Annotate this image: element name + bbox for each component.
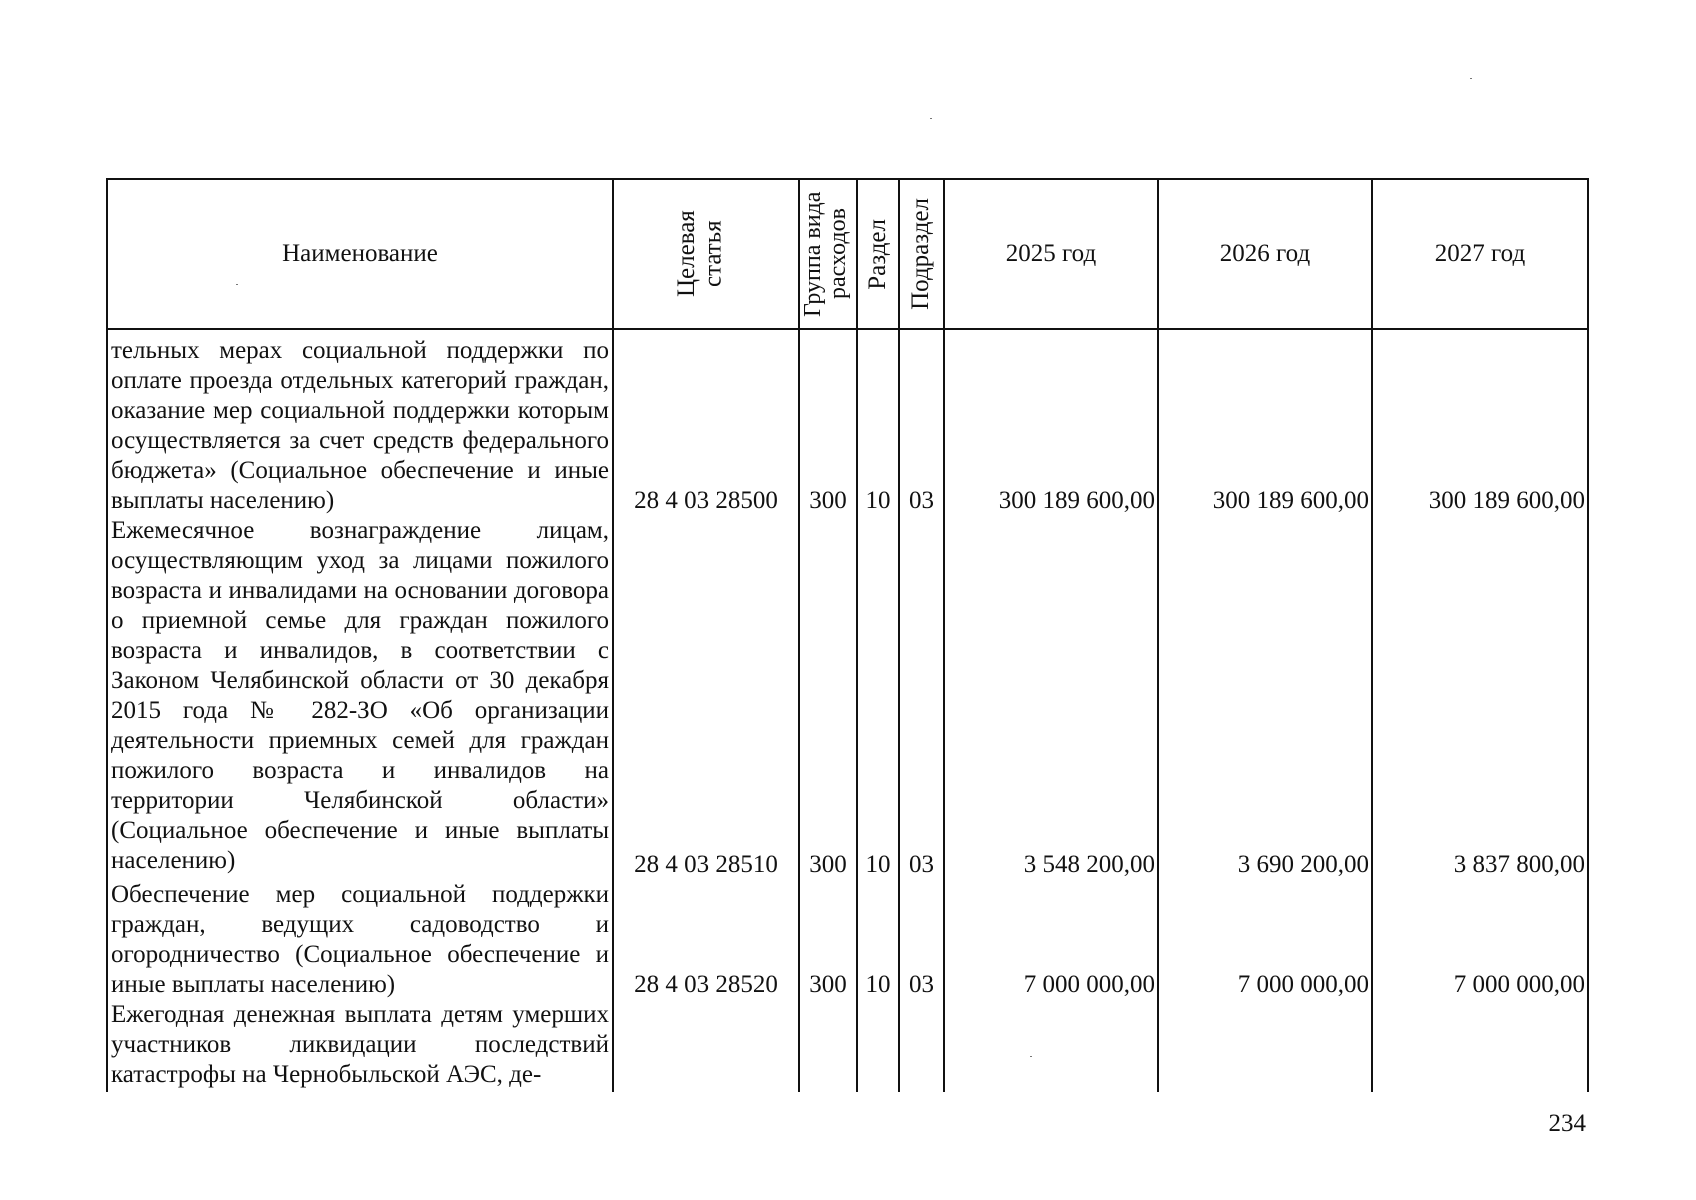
header-2026-text: 2026 год bbox=[1219, 240, 1311, 267]
header-subsection bbox=[900, 180, 943, 328]
scan-speck bbox=[1470, 78, 1472, 79]
header-section bbox=[858, 180, 898, 328]
header-bottom-border bbox=[106, 328, 1589, 330]
header-target bbox=[614, 180, 798, 328]
page-number: 234 bbox=[1548, 1110, 1586, 1137]
table-row-1-subsection: 03 bbox=[909, 487, 934, 514]
header-2026 bbox=[1159, 180, 1371, 328]
table-row-1-name: тельных мерах социальной поддержки по оплате проезда отдельных категорий граждан, оказание мер социальной поддержки которым осуществляется за счет средств федерального бюджета» (Социальное обеспечение и иные выплаты населению) bbox=[111, 337, 609, 514]
table-row-1-2027: 300 189 600,00 bbox=[1428, 487, 1585, 514]
header-subsection-text: Подраздел bbox=[907, 198, 935, 310]
header-2027 bbox=[1373, 180, 1587, 328]
header-name bbox=[108, 180, 612, 328]
table-row-3-2027: 7 000 000,00 bbox=[1453, 971, 1585, 998]
scan-speck bbox=[1030, 1056, 1032, 1057]
table-row-3-section: 10 bbox=[865, 971, 891, 998]
table-right-border bbox=[1587, 178, 1589, 1092]
table-row-3-group: 300 bbox=[809, 971, 847, 998]
header-name-text: Наименование bbox=[282, 240, 438, 267]
table-row-1-section: 10 bbox=[865, 487, 891, 514]
scan-speck bbox=[930, 118, 932, 119]
table-row-1-2025: 300 189 600,00 bbox=[998, 487, 1155, 514]
header-group bbox=[800, 180, 856, 328]
table-row-2-target: 28 4 03 28510 bbox=[634, 851, 778, 878]
header-2027-text: 2027 год bbox=[1434, 240, 1526, 267]
scan-speck bbox=[236, 284, 238, 285]
table-row-1-2026: 300 189 600,00 bbox=[1212, 487, 1369, 514]
header-2025 bbox=[945, 180, 1157, 328]
table-row-2-section: 10 bbox=[865, 851, 891, 878]
table-row-2-2025: 3 548 200,00 bbox=[1023, 851, 1155, 878]
table-row-3-target: 28 4 03 28520 bbox=[634, 971, 778, 998]
header-section-text: Раздел bbox=[863, 218, 891, 290]
table-row-3-2025: 7 000 000,00 bbox=[1023, 971, 1155, 998]
table-row-2-subsection: 03 bbox=[909, 851, 934, 878]
table-row-1-group: 300 bbox=[809, 487, 847, 514]
table-row-2-group: 300 bbox=[809, 851, 847, 878]
table-row-4-name: Ежегодная денежная выплата детям умерших участников ликвидации последствий катастрофы на Чернобыльской АЭС, де- bbox=[111, 1001, 609, 1088]
table-row-2-name: Ежемесячное вознаграждение лицам, осуществляющим уход за лицами пожилого возраста и инвалидами на основании договора о приемной семье для граждан пожилого возраста и инвалидов, в соответствии с Законом Челябинской области от 30 декабря 2015 года № 282-ЗО «Об организации деятельности приемных семей для граждан пожилого возраста и инвалидов на территории Челябинской области» (Социальное обеспечение и иные выплаты населению) bbox=[111, 517, 609, 874]
table-row-3-name: Обеспечение мер социальной поддержки граждан, ведущих садоводство и огородничество (Социальное обеспечение и иные выплаты населению) bbox=[111, 881, 609, 998]
table-row-3-subsection: 03 bbox=[909, 971, 934, 998]
table-row-1-target: 28 4 03 28500 bbox=[634, 487, 778, 514]
header-group-text: Группа вида расходов bbox=[800, 191, 852, 317]
table-row-2-2026: 3 690 200,00 bbox=[1237, 851, 1369, 878]
table-row-3-2026: 7 000 000,00 bbox=[1237, 971, 1369, 998]
table-row-2-2027: 3 837 800,00 bbox=[1453, 851, 1585, 878]
header-target-text: Целевая статья bbox=[673, 210, 727, 298]
header-2025-text: 2025 год bbox=[1005, 240, 1097, 267]
